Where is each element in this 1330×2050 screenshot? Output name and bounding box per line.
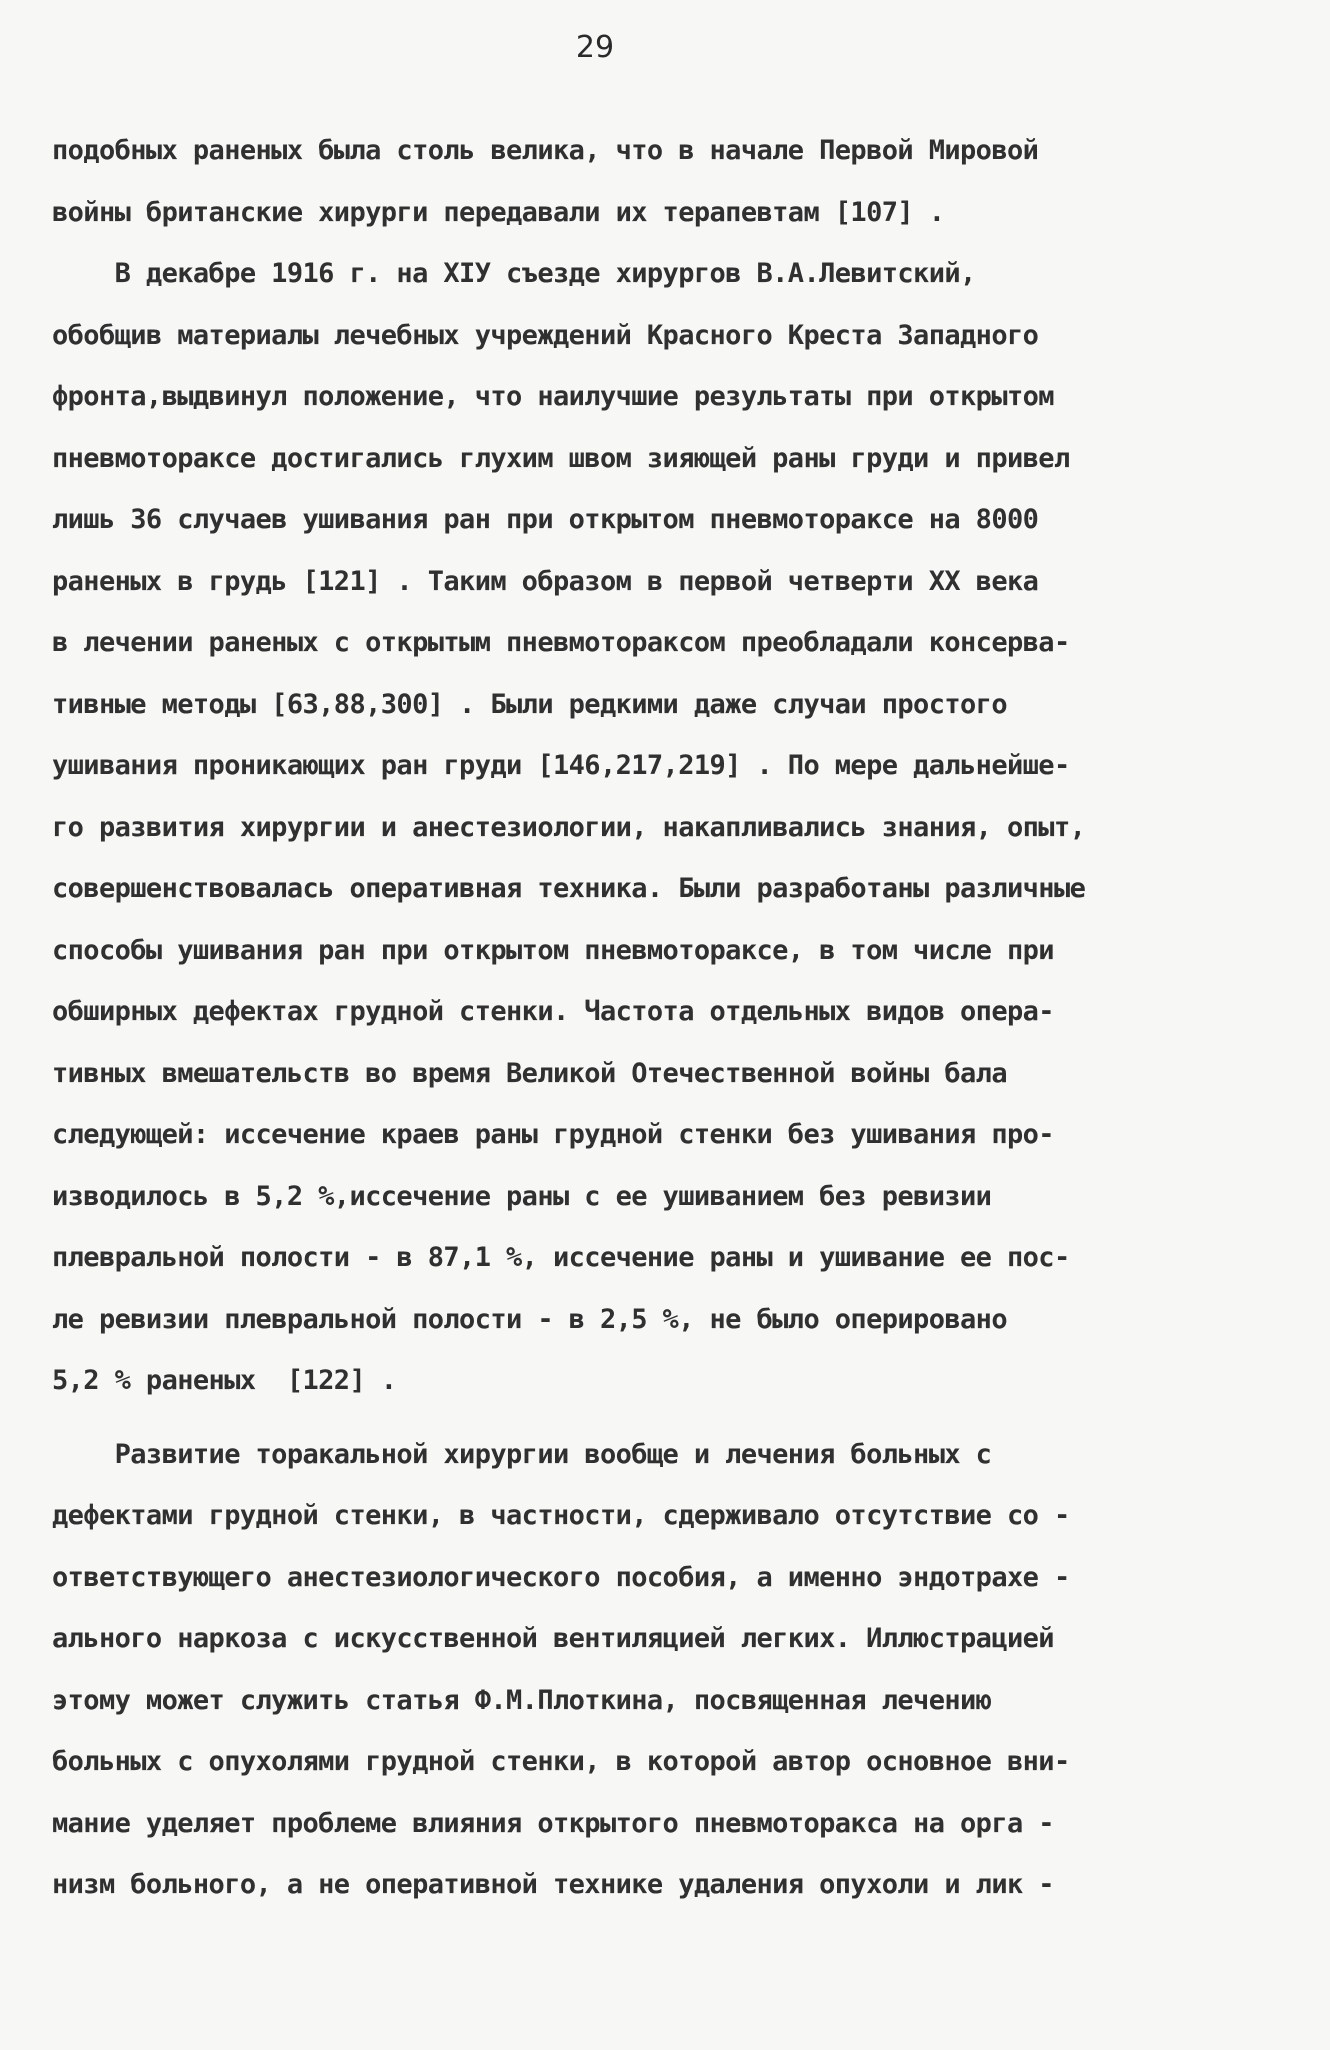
- text-line: тивных вмешательств во время Великой Отечественной войны бала: [52, 1057, 1007, 1089]
- page-number: 29: [575, 30, 615, 65]
- text-line: в лечении раненых с открытым пневмотораксом преобладали консерва-: [52, 627, 1070, 658]
- text-line: лишь 36 случаев ушивания ран при открытом пневмотораксе на 8000: [52, 504, 1039, 535]
- text-line: плевральной полости - в 87,1 %, иссечение раны и ушивание ее пос-: [52, 1242, 1070, 1273]
- text-line: В декабре 1916 г. на XIУ съезде хирургов В.А.Левитский,: [52, 258, 976, 289]
- text-line: пневмотораксе достигались глухим швом зияющей раны груди и привел: [52, 442, 1070, 474]
- text-line: 5,2 % раненых [122] .: [52, 1365, 397, 1396]
- text-line: обширных дефектах грудной стенки. Частота отдельных видов опера-: [52, 996, 1054, 1027]
- paragraph-gap: [52, 1412, 1282, 1424]
- text-line: ле ревизии плевральной полости - в 2,5 %, не было оперировано: [52, 1303, 1007, 1335]
- text-line: фронта,выдвинул положение, что наилучшие результаты при открытом: [52, 381, 1054, 412]
- text-line: ального наркоза с искусственной вентиляцией легких. Иллюстрацией: [52, 1623, 1054, 1654]
- text-line: следующей: иссечение краев раны грудной стенки без ушивания про-: [52, 1119, 1054, 1150]
- text-line: ушивания проникающих ран груди [146,217,219] . По мере дальнейше-: [52, 750, 1070, 781]
- text-line: подобных раненых была столь велика, что в начале Первой Мировой: [52, 135, 1039, 166]
- text-line: низм больного, а не оперативной технике удаления опухоли и лик -: [52, 1869, 1054, 1900]
- text-line: этому может служить статья Ф.М.Плоткина, посвященная лечению: [52, 1684, 992, 1716]
- text-line: дефектами грудной стенки, в частности, сдерживало отсутствие со -: [52, 1500, 1070, 1531]
- text-line: изводилось в 5,2 %,иссечение раны с ее ушиванием без ревизии: [52, 1180, 992, 1212]
- body-text: [52, 120, 1282, 1916]
- text-line: мание уделяет проблеме влияния открытого пневмоторакса на орга -: [52, 1807, 1054, 1839]
- text-line: способы ушивания ран при открытом пневмотораксе, в том числе при: [52, 934, 1054, 966]
- text-line: совершенствовалась оперативная техника. Были разработаны различные: [52, 873, 1086, 904]
- text-line: войны британские хирурги передавали их терапевтам [107] .: [52, 196, 945, 228]
- text-line: го развития хирургии и анестезиологии, накапливались знания, опыт,: [52, 811, 1086, 843]
- text-line: ответствующего анестезиологического пособия, а именно эндотрахе -: [52, 1561, 1070, 1593]
- text-line: Развитие торакальной хирургии вообще и лечения больных с: [52, 1438, 992, 1470]
- text-line: обобщив материалы лечебных учреждений Красного Креста Западного: [52, 319, 1039, 351]
- text-line: больных с опухолями грудной стенки, в которой автор основное вни-: [52, 1746, 1070, 1777]
- text-line: раненых в грудь [121] . Таким образом в первой четверти XX века: [52, 565, 1039, 597]
- text-line: тивные методы [63,88,300] . Были редкими даже случаи простого: [52, 688, 1007, 720]
